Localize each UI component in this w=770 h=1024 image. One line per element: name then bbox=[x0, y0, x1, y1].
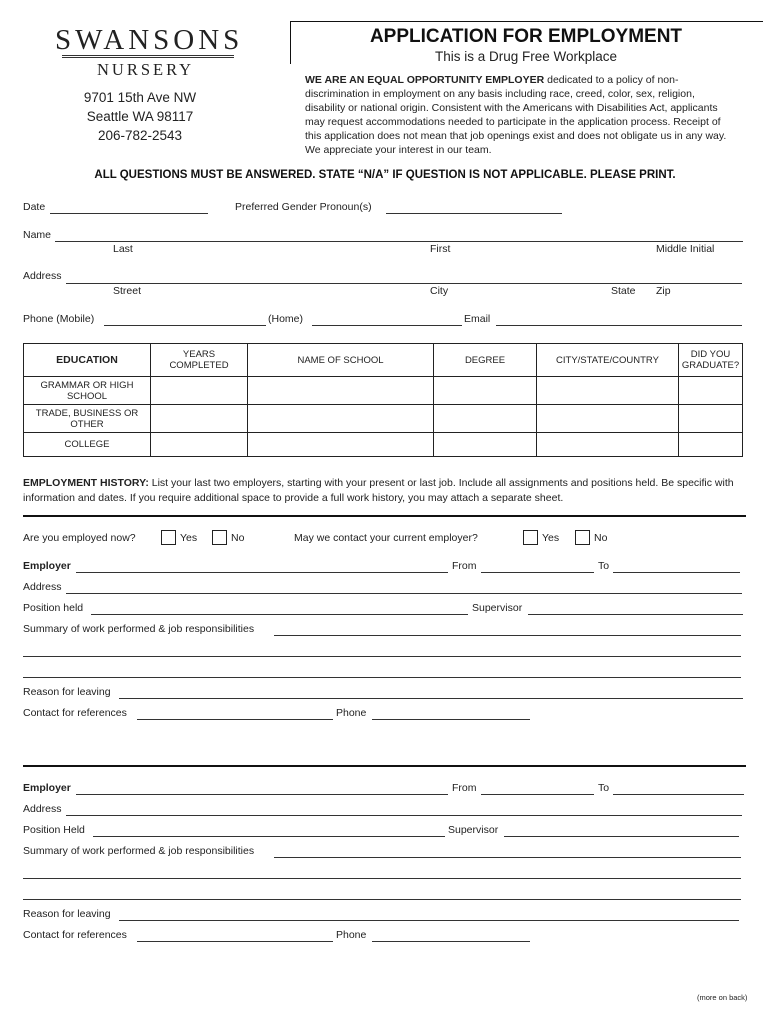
divider bbox=[23, 515, 746, 517]
row-label: TRADE, BUSINESS OR OTHER bbox=[24, 405, 151, 433]
school-name-header: NAME OF SCHOOL bbox=[248, 344, 434, 377]
contact-yes-label: Yes bbox=[542, 532, 560, 544]
cell[interactable] bbox=[248, 405, 434, 433]
cell[interactable] bbox=[434, 377, 537, 405]
education-table bbox=[23, 343, 743, 457]
logo-rule bbox=[62, 55, 234, 56]
employer1-to-field[interactable] bbox=[613, 572, 740, 573]
employer2-to-label: To bbox=[598, 782, 610, 794]
eeo-text: dedicated to a policy of non-discrimination in employment on any basis including race, creed, color, sex, religion, disability or national origin. Consistent with the Americans with Disabilities Act, applicants may request accommodations needed to participate in the application process. Receipt of this application does not mean that job openings exist and does not obligate us in any way. We appreciate your interest in our team. bbox=[305, 74, 727, 156]
name-last-label: Last bbox=[113, 243, 133, 255]
divider bbox=[23, 765, 746, 767]
contact-no-label: No bbox=[594, 532, 608, 544]
history-text: List your last two employers, starting with your present or last job. Include all assignments and positions held. Be specific with information and dates. If you require additional space to provide a full work history, you may attach a separate sheet. bbox=[23, 477, 734, 504]
employer2-to-field[interactable] bbox=[613, 794, 744, 795]
more-on-back-note: (more on back) bbox=[697, 993, 748, 1002]
table-row bbox=[24, 433, 743, 457]
date-field[interactable] bbox=[50, 213, 208, 214]
phone-home-label: (Home) bbox=[268, 313, 304, 325]
employer1-supervisor-field[interactable] bbox=[528, 614, 743, 615]
phone-mobile-label: Phone (Mobile) bbox=[23, 313, 95, 325]
cell[interactable] bbox=[434, 405, 537, 433]
row-label: COLLEGE bbox=[24, 433, 151, 457]
employed-yes-checkbox[interactable] bbox=[161, 530, 176, 545]
employer2-references-field[interactable] bbox=[137, 941, 333, 942]
cell[interactable] bbox=[151, 377, 248, 405]
employer2-field[interactable] bbox=[76, 794, 448, 795]
employer2-phone-label: Phone bbox=[336, 929, 367, 941]
eeo-bold: WE ARE AN EQUAL OPPORTUNITY EMPLOYER bbox=[305, 74, 545, 86]
employer1-supervisor-label: Supervisor bbox=[472, 602, 523, 614]
employer1-address-label: Address bbox=[23, 581, 62, 593]
address-street-label: Street bbox=[113, 285, 142, 297]
logo-rule bbox=[62, 57, 234, 58]
cell[interactable] bbox=[679, 433, 743, 457]
employer2-address-field[interactable] bbox=[66, 815, 742, 816]
employer2-reason-label: Reason for leaving bbox=[23, 908, 111, 920]
page-subtitle: This is a Drug Free Workplace bbox=[434, 49, 618, 64]
cell[interactable] bbox=[434, 433, 537, 457]
employer1-to-label: To bbox=[598, 560, 610, 572]
table-row bbox=[24, 377, 743, 405]
pronoun-field[interactable] bbox=[386, 213, 562, 214]
name-label: Name bbox=[23, 229, 52, 241]
phone-mobile-field[interactable] bbox=[104, 325, 266, 326]
employer1-phone-field[interactable] bbox=[372, 719, 530, 720]
employer1-phone-label: Phone bbox=[336, 707, 367, 719]
email-label: Email bbox=[464, 313, 491, 325]
employer2-from-label: From bbox=[452, 782, 477, 794]
education-header-row bbox=[24, 344, 743, 377]
employer2-label: Employer bbox=[23, 782, 71, 794]
phone-home-field[interactable] bbox=[312, 325, 462, 326]
employed-yes-label: Yes bbox=[180, 532, 198, 544]
employer2-supervisor-label: Supervisor bbox=[448, 824, 499, 836]
employer2-supervisor-field[interactable] bbox=[504, 836, 739, 837]
employer1-from-field[interactable] bbox=[481, 572, 594, 573]
address-phone: 206-782-2543 bbox=[97, 128, 183, 143]
history-intro bbox=[23, 476, 743, 506]
may-contact-label: May we contact your current employer? bbox=[294, 532, 478, 544]
employer1-position-label: Position held bbox=[23, 602, 84, 614]
name-field[interactable] bbox=[55, 241, 743, 242]
education-header: EDUCATION bbox=[24, 344, 151, 377]
name-first-label: First bbox=[430, 243, 451, 255]
cell[interactable] bbox=[151, 405, 248, 433]
cell[interactable] bbox=[248, 377, 434, 405]
employer1-references-label: Contact for references bbox=[23, 707, 127, 719]
address-state-label: State bbox=[611, 285, 636, 297]
table-row bbox=[24, 405, 743, 433]
cell[interactable] bbox=[151, 433, 248, 457]
instructions: ALL QUESTIONS MUST BE ANSWERED. STATE “N/A” IF QUESTION IS NOT APPLICABLE. PLEASE PRINT. bbox=[94, 169, 676, 181]
employer1-position-field[interactable] bbox=[91, 614, 468, 615]
years-completed-header: YEARS COMPLETED bbox=[151, 344, 248, 377]
degree-header: DEGREE bbox=[434, 344, 537, 377]
location-header: CITY/STATE/COUNTRY bbox=[537, 344, 679, 377]
history-heading: EMPLOYMENT HISTORY: bbox=[23, 477, 149, 489]
employer1-summary-line[interactable] bbox=[23, 656, 741, 657]
address-street: 9701 15th Ave NW bbox=[83, 90, 197, 105]
employed-now-label: Are you employed now? bbox=[23, 532, 136, 544]
date-label: Date bbox=[23, 201, 46, 213]
employer1-label: Employer bbox=[23, 560, 71, 572]
employer1-from-label: From bbox=[452, 560, 477, 572]
employer1-address-field[interactable] bbox=[66, 593, 742, 594]
employer2-position-label: Position Held bbox=[23, 824, 85, 836]
cell[interactable] bbox=[537, 405, 679, 433]
eeo-statement bbox=[305, 73, 737, 157]
employer2-reason-field[interactable] bbox=[119, 920, 739, 921]
page-title: APPLICATION FOR EMPLOYMENT bbox=[369, 26, 683, 47]
employer2-summary-label: Summary of work performed & job responsibilities bbox=[23, 845, 255, 857]
row-label: GRAMMAR OR HIGH SCHOOL bbox=[24, 377, 151, 405]
address-label: Address bbox=[23, 270, 62, 282]
address-city: Seattle WA 98117 bbox=[86, 109, 194, 124]
pronoun-label: Preferred Gender Pronoun(s) bbox=[235, 201, 372, 213]
cell[interactable] bbox=[679, 377, 743, 405]
employer2-summary-line[interactable] bbox=[23, 899, 741, 900]
cell[interactable] bbox=[679, 405, 743, 433]
employer1-summary-field[interactable] bbox=[274, 635, 741, 636]
cell[interactable] bbox=[248, 433, 434, 457]
contact-yes-checkbox[interactable] bbox=[523, 530, 538, 545]
logo-sub: NURSERY bbox=[97, 60, 195, 79]
employer2-address-label: Address bbox=[23, 803, 62, 815]
employer1-summary-line[interactable] bbox=[23, 677, 741, 678]
employer2-phone-field[interactable] bbox=[372, 941, 530, 942]
logo-name: SWANSONS bbox=[55, 24, 244, 56]
cell[interactable] bbox=[537, 377, 679, 405]
cell[interactable] bbox=[537, 433, 679, 457]
graduated-header: DID YOU GRADUATE? bbox=[679, 344, 743, 377]
address-zip-label: Zip bbox=[656, 285, 671, 297]
address-city-label: City bbox=[430, 285, 449, 297]
address-field[interactable] bbox=[66, 283, 742, 284]
employer2-summary-line[interactable] bbox=[23, 878, 741, 879]
employer2-references-label: Contact for references bbox=[23, 929, 127, 941]
employer1-reason-field[interactable] bbox=[119, 698, 743, 699]
employer1-references-field[interactable] bbox=[137, 719, 333, 720]
employer2-position-field[interactable] bbox=[93, 836, 445, 837]
employed-no-checkbox[interactable] bbox=[212, 530, 227, 545]
email-field[interactable] bbox=[496, 325, 742, 326]
contact-no-checkbox[interactable] bbox=[575, 530, 590, 545]
employer1-field[interactable] bbox=[76, 572, 448, 573]
name-middle-label: Middle Initial bbox=[656, 243, 715, 255]
employed-no-label: No bbox=[231, 532, 245, 544]
employer2-from-field[interactable] bbox=[481, 794, 594, 795]
employer1-reason-label: Reason for leaving bbox=[23, 686, 111, 698]
employer1-summary-label: Summary of work performed & job responsibilities bbox=[23, 623, 255, 635]
employer2-summary-field[interactable] bbox=[274, 857, 741, 858]
